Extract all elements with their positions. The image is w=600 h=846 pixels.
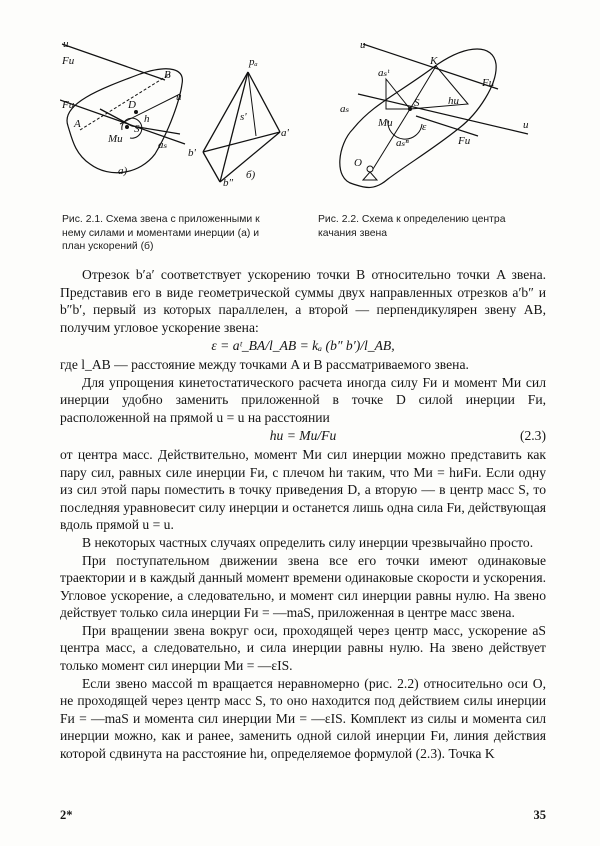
fig2-label-11: Fи (458, 135, 471, 147)
paragraph-3: Для упрощения кинетостатического расчета иногда силу Fи и момент Mи сил инерции удобно заменить приложенной в точке D силой инерции Fи, расположенной на прямой u = u на расстоянии (60, 374, 546, 425)
fig1-plan-label-4: b″ (223, 177, 234, 189)
fig1-label-7: S (134, 123, 140, 135)
paragraph-2: где l_AB — расстояние между точками A и B рассматриваемого звена. (60, 356, 469, 372)
fig1-label-1: Fи (62, 55, 75, 67)
figure-2-1-drawing (60, 34, 292, 209)
page-number: 35 (533, 808, 546, 822)
signature-mark: 2* (60, 808, 73, 822)
fig1-plan-label-5: б) (246, 169, 256, 181)
fig2-label-4: u (523, 119, 529, 131)
formula-angular-acceleration: ε = aᵗ_BA/l_AB = kₐ (b″ b′)/l_AB, (211, 338, 395, 354)
paragraph-6: При поступательном движении звена все его точки имеют одинаковые траектории и в каждый данный момент времени одинаковые скорости и ускорения. Угловое ускорение, а следовательно, и момент сил инерции равны нулю. На звено действует только сила инерции Fи = —maS, приложенная в центре масс звена. (60, 552, 546, 621)
fig1-label-5: A (74, 118, 81, 130)
figure-2-2-drawing (318, 34, 546, 209)
fig1-label-0: u (63, 38, 69, 50)
formula-2-3-expression: hи = Mи/Fи (269, 428, 337, 444)
fig1-plan-label-3: b' (188, 147, 196, 159)
fig2-label-0: u (360, 39, 366, 51)
fig1-plan-label-1: s' (240, 111, 247, 123)
fig1-label-3: u (176, 91, 182, 103)
paragraph-8: Если звено массой m вращается неравномерно (рис. 2.2) относительно оси O, не проходящей через центр масс S, то оно находится под действием силы инерции Fи = —maS и момента сил инерции Mи = —εIS. Комплект из силы и момента сил инерции можно, как и ранее, заменить одной силой инерции Fи, линия действия которой сдвинута на расстояние hи, определяемое формулой (2.3). Точка K (60, 675, 546, 762)
fig2-label-10: aₛⁿ (396, 137, 409, 149)
formula-2-3-number: (2.3) (519, 428, 546, 444)
fig2-label-2: K (430, 55, 438, 67)
figure-2-1-caption: Рис. 2.1. Схема звена с приложенными к нему силами и моментами инерции (а) и план ускорений (б) (62, 214, 260, 252)
fig1-label-8: h (144, 113, 150, 125)
paragraph-1: Отрезок b′a′ соответствует ускорению точки B относительно точки A звена. Представив его в виде геометрической суммы двух направленных отрезков a′b″ и b″b′, первый из которых параллелен, а второй — перпендикулярен звену AB, получим угловое ускорение звена: (60, 267, 546, 335)
fig1-plan-label-0: pₐ (249, 56, 258, 68)
paragraph-4: от центра масс. Действительно, момент Mи сил инерции можно представить как пару сил, равных силе инерции Fи, с плечом hи таким, что Mи = hиFи. Если одну из сил этой пары поместить в точку приведения D, а вторую — в центр масс S, то последняя уравновесит силу инерции и останется лишь одна сила Fи, действующая вдоль прямой u = u. (60, 446, 546, 533)
fig2-label-5: aₛ (340, 103, 350, 115)
fig1-plan-label-2: a' (281, 127, 289, 139)
formula-2-3 (60, 427, 546, 445)
fig1-label-10: aₛ (158, 139, 168, 151)
figure-2-2-caption: Рис. 2.2. Схема к определению центра качания звена (318, 214, 506, 239)
fig2-label-1: aₛᵗ (378, 67, 390, 79)
fig1-label-2: Fи (62, 99, 75, 111)
paragraph-5: В некоторых частных случаях определить силу инерции чрезвычайно просто. (82, 534, 534, 550)
fig2-label-9: ε (422, 121, 427, 133)
fig2-label-6: hи (448, 95, 459, 107)
fig2-label-8: S (414, 97, 420, 109)
figure-2-1 (60, 34, 292, 209)
fig2-label-12: O (354, 157, 362, 169)
fig2-label-3: Fи (482, 77, 495, 89)
fig2-label-7: Mи (378, 117, 393, 129)
fig1-label-11: а) (118, 165, 128, 177)
fig1-label-4: B (164, 69, 171, 81)
figure-2-2 (318, 34, 546, 209)
fig1-label-9: Mи (108, 133, 123, 145)
fig1-label-6: D (128, 99, 136, 111)
body-text (60, 266, 546, 763)
paragraph-7: При вращении звена вокруг оси, проходящей через центр масс, ускорение aS центра масс, а следовательно, и сила инерции равны нулю. На звено действует только момент сил инерции Mи = —εIS. (60, 622, 546, 674)
